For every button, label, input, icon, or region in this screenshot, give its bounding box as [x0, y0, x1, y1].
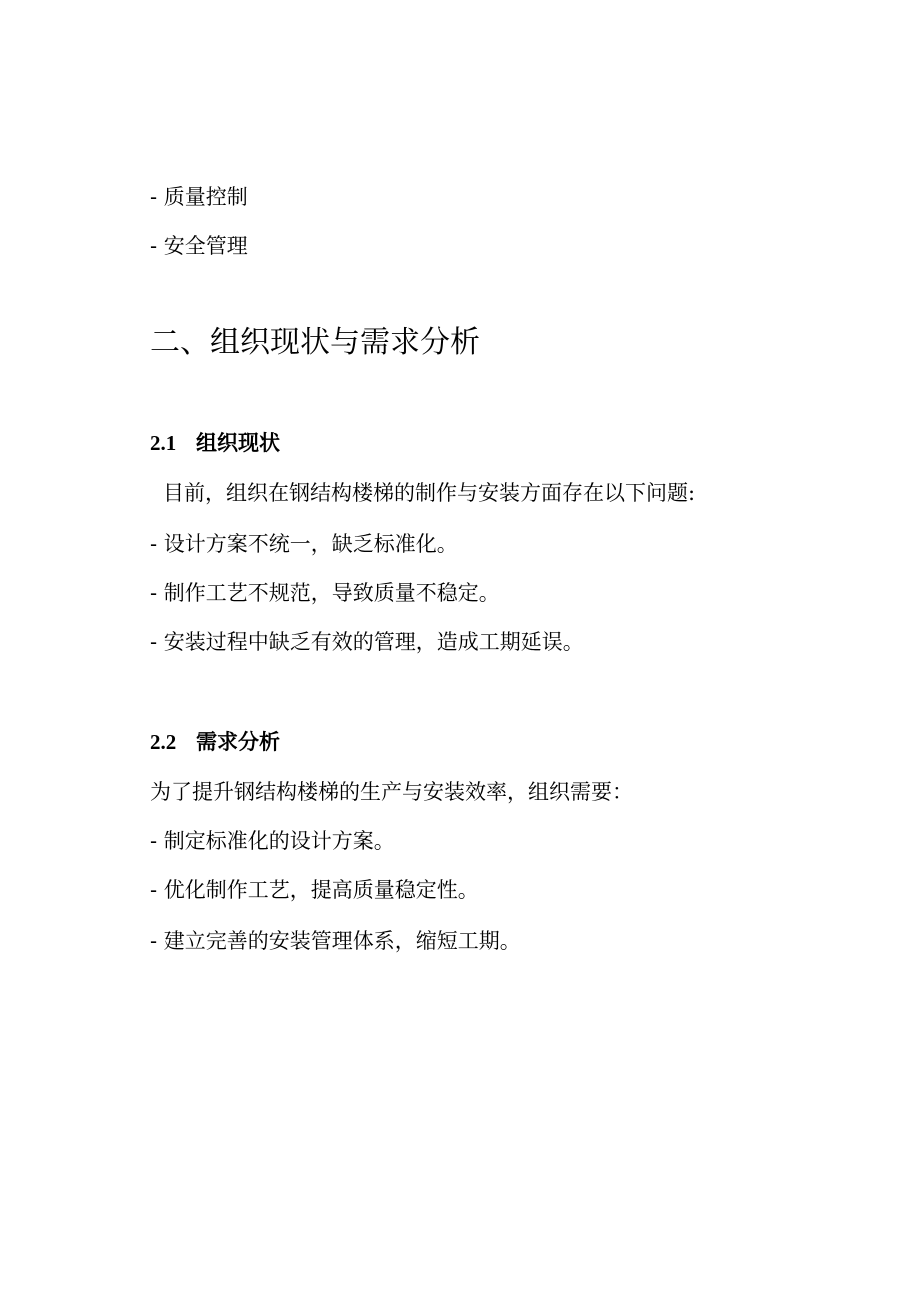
- subsection-number: 2.1: [150, 431, 177, 455]
- subsection-title: 需求分析: [196, 730, 280, 754]
- section-heading: 二、组织现状与需求分析: [150, 325, 480, 360]
- list-item: - 优化制作工艺，提高质量稳定性。: [150, 878, 479, 902]
- list-item: - 安全管理: [150, 234, 248, 258]
- subsection-title: 组织现状: [196, 431, 280, 455]
- list-item: - 安装过程中缺乏有效的管理，造成工期延误。: [150, 630, 584, 654]
- subsection-number: 2.2: [150, 730, 177, 754]
- list-item: - 制作工艺不规范，导致质量不稳定。: [150, 581, 500, 605]
- subsection-heading-2-1: [150, 428, 280, 458]
- list-item: - 建立完善的安装管理体系，缩短工期。: [150, 929, 521, 953]
- list-item: - 设计方案不统一，缺乏标准化。: [150, 532, 458, 556]
- list-item: - 制定标准化的设计方案。: [150, 829, 395, 853]
- list-item: - 质量控制: [150, 185, 248, 209]
- paragraph-intro: 为了提升钢结构楼梯的生产与安装效率，组织需要：: [150, 780, 633, 804]
- subsection-heading-2-2: [150, 727, 280, 757]
- paragraph-intro: 目前，组织在钢结构楼梯的制作与安装方面存在以下问题:: [163, 481, 696, 505]
